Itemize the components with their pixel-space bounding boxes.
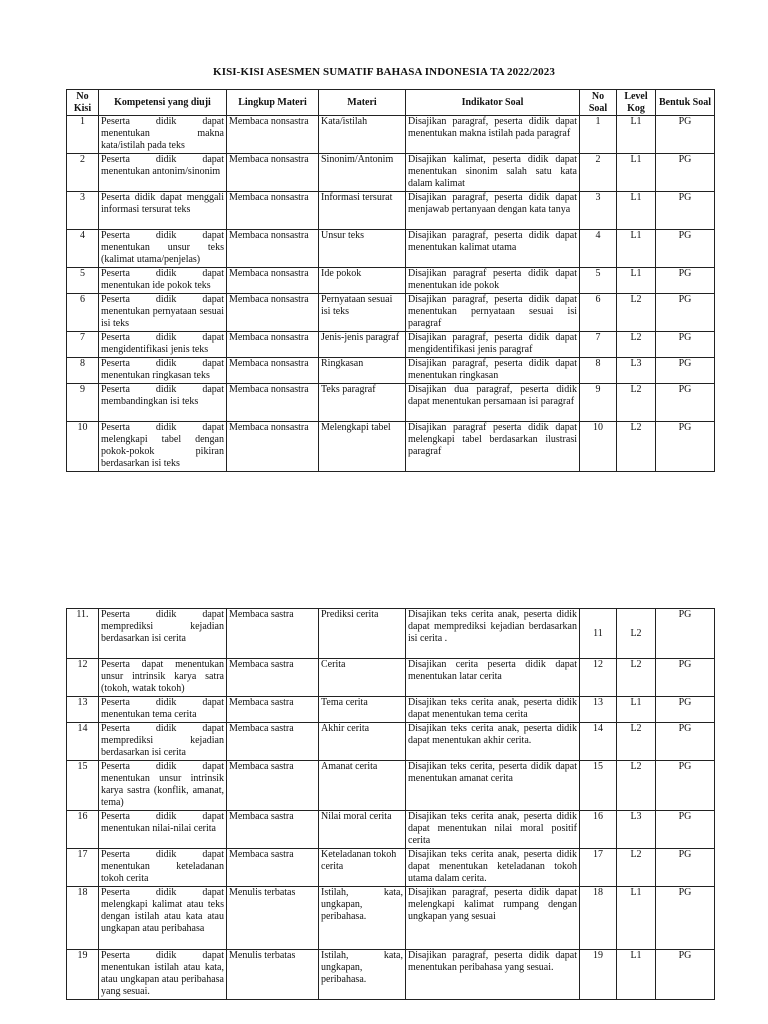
cell-no-kisi: 3 xyxy=(67,192,99,230)
cell-kompetensi: Peserta dapat menentukan unsur intrinsik karya satra (tokoh, watak tokoh) xyxy=(99,659,227,697)
cell-kompetensi: Peserta didik dapat menentukan pernyataan sesuai isi teks xyxy=(99,294,227,332)
table-row xyxy=(67,697,715,723)
table-row xyxy=(67,659,715,697)
cell-kompetensi: Peserta didik dapat menentukan istilah atau kata, atau ungkapan atau peribahasa yang sesuai. xyxy=(99,950,227,1000)
table-row xyxy=(67,887,715,950)
table-row xyxy=(67,268,715,294)
table-row xyxy=(67,358,715,384)
cell-kompetensi: Peserta didik dapat menentukan ide pokok teks xyxy=(99,268,227,294)
table-row xyxy=(67,609,715,659)
cell-lingkup: Membaca sastra xyxy=(227,659,319,697)
cell-level: L3 xyxy=(617,358,656,384)
cell-lingkup: Membaca sastra xyxy=(227,609,319,659)
cell-indikator: Disajikan kalimat, peserta didik dapat menentukan sinonim salah satu kata dalam kalimat xyxy=(406,154,580,192)
cell-lingkup: Membaca sastra xyxy=(227,849,319,887)
cell-indikator: Disajikan paragraf, peserta didik dapat menjawab pertanyaan dengan kata tanya xyxy=(406,192,580,230)
cell-no-soal: 4 xyxy=(580,230,617,268)
cell-materi: Cerita xyxy=(319,659,406,697)
cell-kompetensi: Peserta didik dapat memprediksi kejadian berdasarkan isi cerita xyxy=(99,609,227,659)
cell-no-kisi: 8 xyxy=(67,358,99,384)
cell-level: L1 xyxy=(617,887,656,950)
cell-materi: Informasi tersurat xyxy=(319,192,406,230)
cell-materi: Kata/istilah xyxy=(319,116,406,154)
document-title: KISI-KISI ASESMEN SUMATIF BAHASA INDONESIA TA 2022/2023 xyxy=(213,66,555,78)
table-row xyxy=(67,384,715,422)
header-level: Level Kog xyxy=(617,90,656,116)
cell-indikator: Disajikan paragraf peserta didik dapat melengkapi tabel berdasarkan ilustrasi paragraf xyxy=(406,422,580,472)
cell-indikator: Disajikan teks cerita anak, peserta didik dapat menentukan akhir cerita. xyxy=(406,723,580,761)
cell-level: L1 xyxy=(617,230,656,268)
cell-indikator: Disajikan teks cerita anak, peserta didik dapat memprediksi kejadian berdasarkan isi cerita . xyxy=(406,609,580,659)
cell-lingkup: Membaca nonsastra xyxy=(227,116,319,154)
cell-level: L2 xyxy=(617,384,656,422)
cell-indikator: Disajikan paragraf, peserta didik dapat menentukan ringkasan xyxy=(406,358,580,384)
cell-no-soal: 16 xyxy=(580,811,617,849)
cell-no-kisi: 10 xyxy=(67,422,99,472)
cell-level: L2 xyxy=(617,332,656,358)
cell-lingkup: Menulis terbatas xyxy=(227,887,319,950)
cell-no-soal: 14 xyxy=(580,723,617,761)
header-no-kisi: No Kisi xyxy=(67,90,99,116)
cell-indikator: Disajikan dua paragraf, peserta didik dapat menentukan persamaan isi paragraf xyxy=(406,384,580,422)
cell-level: L1 xyxy=(617,116,656,154)
cell-bentuk: PG xyxy=(656,761,715,811)
cell-no-soal: 15 xyxy=(580,761,617,811)
table-header-row xyxy=(67,90,715,116)
cell-bentuk: PG xyxy=(656,422,715,472)
cell-materi: Nilai moral cerita xyxy=(319,811,406,849)
cell-bentuk: PG xyxy=(656,384,715,422)
cell-materi: Amanat cerita xyxy=(319,761,406,811)
cell-materi: Sinonim/Antonim xyxy=(319,154,406,192)
cell-lingkup: Membaca nonsastra xyxy=(227,192,319,230)
cell-level: L2 xyxy=(617,659,656,697)
cell-materi: Ide pokok xyxy=(319,268,406,294)
cell-no-soal: 8 xyxy=(580,358,617,384)
cell-bentuk: PG xyxy=(656,358,715,384)
cell-no-kisi: 16 xyxy=(67,811,99,849)
cell-lingkup: Membaca sastra xyxy=(227,811,319,849)
cell-kompetensi: Peserta didik dapat menentukan tema cerita xyxy=(99,697,227,723)
cell-kompetensi: Peserta didik dapat menentukan nilai-nilai cerita xyxy=(99,811,227,849)
cell-lingkup: Membaca nonsastra xyxy=(227,384,319,422)
cell-bentuk: PG xyxy=(656,849,715,887)
cell-lingkup: Menulis terbatas xyxy=(227,950,319,1000)
cell-no-kisi: 18 xyxy=(67,887,99,950)
cell-materi: Istilah, kata, ungkapan, peribahasa. xyxy=(319,950,406,1000)
cell-lingkup: Membaca sastra xyxy=(227,761,319,811)
cell-indikator: Disajikan paragraf peserta didik dapat menentukan ide pokok xyxy=(406,268,580,294)
cell-no-soal: 7 xyxy=(580,332,617,358)
cell-level: L2 xyxy=(617,609,656,659)
cell-level: L1 xyxy=(617,950,656,1000)
cell-materi: Tema cerita xyxy=(319,697,406,723)
cell-materi: Ringkasan xyxy=(319,358,406,384)
cell-no-kisi: 14 xyxy=(67,723,99,761)
cell-no-kisi: 4 xyxy=(67,230,99,268)
header-indikator: Indikator Soal xyxy=(406,90,580,116)
cell-kompetensi: Peserta didik dapat mengidentifikasi jenis teks xyxy=(99,332,227,358)
cell-kompetensi: Peserta didik dapat melengkapi tabel dengan pokok-pokok pikiran berdasarkan isi teks xyxy=(99,422,227,472)
cell-no-soal: 12 xyxy=(580,659,617,697)
cell-materi: Keteladanan tokoh cerita xyxy=(319,849,406,887)
cell-materi: Akhir cerita xyxy=(319,723,406,761)
cell-bentuk: PG xyxy=(656,950,715,1000)
cell-lingkup: Membaca nonsastra xyxy=(227,358,319,384)
cell-level: L1 xyxy=(617,697,656,723)
cell-bentuk: PG xyxy=(656,811,715,849)
cell-no-kisi: 13 xyxy=(67,697,99,723)
cell-lingkup: Membaca nonsastra xyxy=(227,268,319,294)
header-materi: Materi xyxy=(319,90,406,116)
cell-bentuk: PG xyxy=(656,887,715,950)
table-row xyxy=(67,723,715,761)
cell-no-soal: 19 xyxy=(580,950,617,1000)
cell-no-kisi: 7 xyxy=(67,332,99,358)
cell-kompetensi: Peserta didik dapat menentukan keteladanan tokoh cerita xyxy=(99,849,227,887)
cell-no-soal: 6 xyxy=(580,294,617,332)
cell-no-kisi: 15 xyxy=(67,761,99,811)
cell-materi: Prediksi cerita xyxy=(319,609,406,659)
cell-level: L2 xyxy=(617,849,656,887)
table-row xyxy=(67,116,715,154)
cell-indikator: Disajikan paragraf, peserta didik dapat melengkapi kalimat rumpang dengan ungkapan yang sesuai xyxy=(406,887,580,950)
cell-kompetensi: Peserta didik dapat menentukan unsur teks (kalimat utama/penjelas) xyxy=(99,230,227,268)
cell-no-soal: 10 xyxy=(580,422,617,472)
cell-level: L3 xyxy=(617,811,656,849)
cell-kompetensi: Peserta didik dapat membandingkan isi teks xyxy=(99,384,227,422)
cell-lingkup: Membaca sastra xyxy=(227,697,319,723)
cell-lingkup: Membaca nonsastra xyxy=(227,422,319,472)
cell-indikator: Disajikan cerita peserta didik dapat menentukan latar cerita xyxy=(406,659,580,697)
cell-no-kisi: 5 xyxy=(67,268,99,294)
cell-lingkup: Membaca nonsastra xyxy=(227,230,319,268)
cell-lingkup: Membaca sastra xyxy=(227,723,319,761)
cell-bentuk: PG xyxy=(656,192,715,230)
cell-no-soal: 17 xyxy=(580,849,617,887)
cell-level: L2 xyxy=(617,294,656,332)
cell-kompetensi: Peserta didik dapat melengkapi kalimat atau teks dengan istilah atau kata atau ungkapan atau peribahasa xyxy=(99,887,227,950)
cell-materi: Jenis-jenis paragraf xyxy=(319,332,406,358)
cell-level: L1 xyxy=(617,192,656,230)
cell-no-kisi: 1 xyxy=(67,116,99,154)
cell-bentuk: PG xyxy=(656,659,715,697)
cell-no-kisi: 9 xyxy=(67,384,99,422)
cell-lingkup: Membaca nonsastra xyxy=(227,154,319,192)
cell-no-soal: 5 xyxy=(580,268,617,294)
cell-lingkup: Membaca nonsastra xyxy=(227,332,319,358)
table-row xyxy=(67,294,715,332)
cell-materi: Teks paragraf xyxy=(319,384,406,422)
cell-materi: Istilah, kata, ungkapan, peribahasa. xyxy=(319,887,406,950)
cell-materi: Pernyataan sesuai isi teks xyxy=(319,294,406,332)
cell-bentuk: PG xyxy=(656,154,715,192)
cell-kompetensi: Peserta didik dapat menggali informasi tersurat teks xyxy=(99,192,227,230)
cell-indikator: Disajikan teks cerita, peserta didik dapat menentukan amanat cerita xyxy=(406,761,580,811)
cell-bentuk: PG xyxy=(656,268,715,294)
cell-kompetensi: Peserta didik dapat menentukan antonim/sinonim xyxy=(99,154,227,192)
cell-bentuk: PG xyxy=(656,609,715,659)
cell-indikator: Disajikan teks cerita anak, peserta didik dapat menentukan nilai moral positif cerita xyxy=(406,811,580,849)
cell-indikator: Disajikan paragraf, peserta didik dapat menentukan pernyataan sesuai isi paragraf xyxy=(406,294,580,332)
cell-no-kisi: 11. xyxy=(67,609,99,659)
cell-indikator: Disajikan teks cerita anak, peserta didik dapat menentukan tema cerita xyxy=(406,697,580,723)
cell-no-soal: 3 xyxy=(580,192,617,230)
cell-kompetensi: Peserta didik dapat menentukan unsur intrinsik karya sastra (konflik, amanat, tema) xyxy=(99,761,227,811)
cell-materi: Melengkapi tabel xyxy=(319,422,406,472)
cell-no-kisi: 19 xyxy=(67,950,99,1000)
table-row xyxy=(67,761,715,811)
cell-level: L1 xyxy=(617,154,656,192)
cell-bentuk: PG xyxy=(656,294,715,332)
cell-indikator: Disajikan paragraf, peserta didik dapat menentukan makna istilah pada paragraf xyxy=(406,116,580,154)
cell-no-soal: 9 xyxy=(580,384,617,422)
header-no-soal: No Soal xyxy=(580,90,617,116)
cell-bentuk: PG xyxy=(656,332,715,358)
table-row xyxy=(67,192,715,230)
cell-kompetensi: Peserta didik dapat menentukan makna kata/istilah pada teks xyxy=(99,116,227,154)
cell-kompetensi: Peserta didik dapat memprediksi kejadian berdasarkan isi cerita xyxy=(99,723,227,761)
cell-kompetensi: Peserta didik dapat menentukan ringkasan teks xyxy=(99,358,227,384)
header-lingkup: Lingkup Materi xyxy=(227,90,319,116)
table-row xyxy=(67,230,715,268)
cell-no-kisi: 2 xyxy=(67,154,99,192)
table-row xyxy=(67,849,715,887)
cell-indikator: Disajikan paragraf, peserta didik dapat menentukan kalimat utama xyxy=(406,230,580,268)
cell-materi: Unsur teks xyxy=(319,230,406,268)
kisi-table-part-2 xyxy=(66,608,715,1000)
cell-no-kisi: 17 xyxy=(67,849,99,887)
cell-lingkup: Membaca nonsastra xyxy=(227,294,319,332)
cell-indikator: Disajikan paragraf, peserta didik dapat menentukan peribahasa yang sesuai. xyxy=(406,950,580,1000)
cell-level: L2 xyxy=(617,422,656,472)
cell-no-soal: 2 xyxy=(580,154,617,192)
cell-no-soal: 13 xyxy=(580,697,617,723)
cell-no-kisi: 6 xyxy=(67,294,99,332)
table-row xyxy=(67,422,715,472)
cell-level: L1 xyxy=(617,268,656,294)
header-kompetensi: Kompetensi yang diuji xyxy=(99,90,227,116)
cell-no-soal: 18 xyxy=(580,887,617,950)
cell-bentuk: PG xyxy=(656,230,715,268)
cell-bentuk: PG xyxy=(656,723,715,761)
cell-level: L2 xyxy=(617,761,656,811)
cell-no-kisi: 12 xyxy=(67,659,99,697)
header-bentuk: Bentuk Soal xyxy=(656,90,715,116)
cell-indikator: Disajikan paragraf, peserta didik dapat mengidentifikasi jenis paragraf xyxy=(406,332,580,358)
cell-bentuk: PG xyxy=(656,697,715,723)
table-row xyxy=(67,950,715,1000)
kisi-table-part-1 xyxy=(66,89,715,472)
cell-bentuk: PG xyxy=(656,116,715,154)
cell-no-soal: 1 xyxy=(580,116,617,154)
cell-indikator: Disajikan teks cerita anak, peserta didik dapat menentukan keteladanan tokoh utama dalam cerita. xyxy=(406,849,580,887)
cell-level: L2 xyxy=(617,723,656,761)
table-row xyxy=(67,811,715,849)
table-row xyxy=(67,154,715,192)
cell-no-soal: 11 xyxy=(580,609,617,659)
table-row xyxy=(67,332,715,358)
